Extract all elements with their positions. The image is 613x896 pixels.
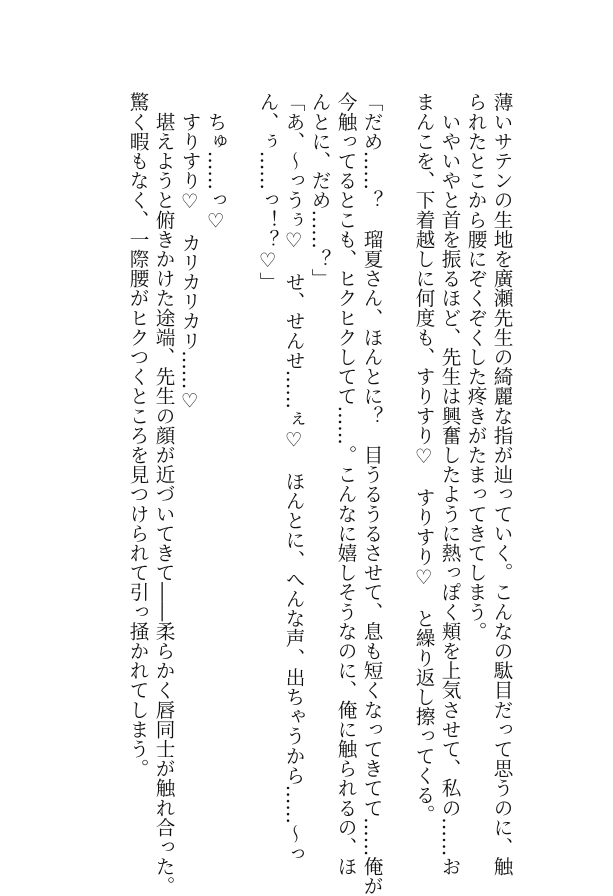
text-line-8: んとに、だめ……？」 [308, 92, 331, 288]
text-line-6: 「だめ……？ 瑠夏さん、ほんとに？ 目うるうるさせて、息も短くなってきてて……俺が [360, 92, 383, 896]
text-line-7: 今触ってるとこも、ヒクヒクしてて……。こんなに嬉しそうなのに、俺に触られるの、ほ [334, 92, 357, 876]
text-line-1: 薄いサテンの生地を廣瀬先生の綺麗な指が辿っていく。こんなの駄目だって思うのに、触 [490, 92, 513, 876]
text-line-9: 「あ、～っうぅ♡ せ、せんせ……ぇ♡ ほんとに、へんな声、出ちゃうから……～っ [282, 92, 305, 864]
text-line-12: ちゅ……っ♡ [204, 92, 227, 233]
text-line-4: まんこを、下着越しに何度も、すりすり♡ すりすり♡ と繰り返し擦ってくる。 [412, 92, 435, 824]
text-line-3: いやいやと首を振るほど、先生は興奮したように熱っぽく頬を上気させて、私の……お [438, 92, 461, 876]
text-line-13: すりすり♡ カリカリカリ……♡ [178, 92, 201, 413]
text-line-15: 驚く暇もなく、一際腰がヒクつくところを見つけられて引っ掻かれてしまう。 [126, 92, 149, 778]
text-line-2: られたとこから腰にぞくぞくした疼きがたまってきてしまう。 [464, 92, 487, 641]
text-line-14: 堪えようと俯きかけた途端、先生の顔が近づいてきて――柔らかく唇同士が触れ合った。 [152, 92, 175, 896]
text-line-10: ん、ぅ……っ！？♡」 [256, 92, 279, 292]
